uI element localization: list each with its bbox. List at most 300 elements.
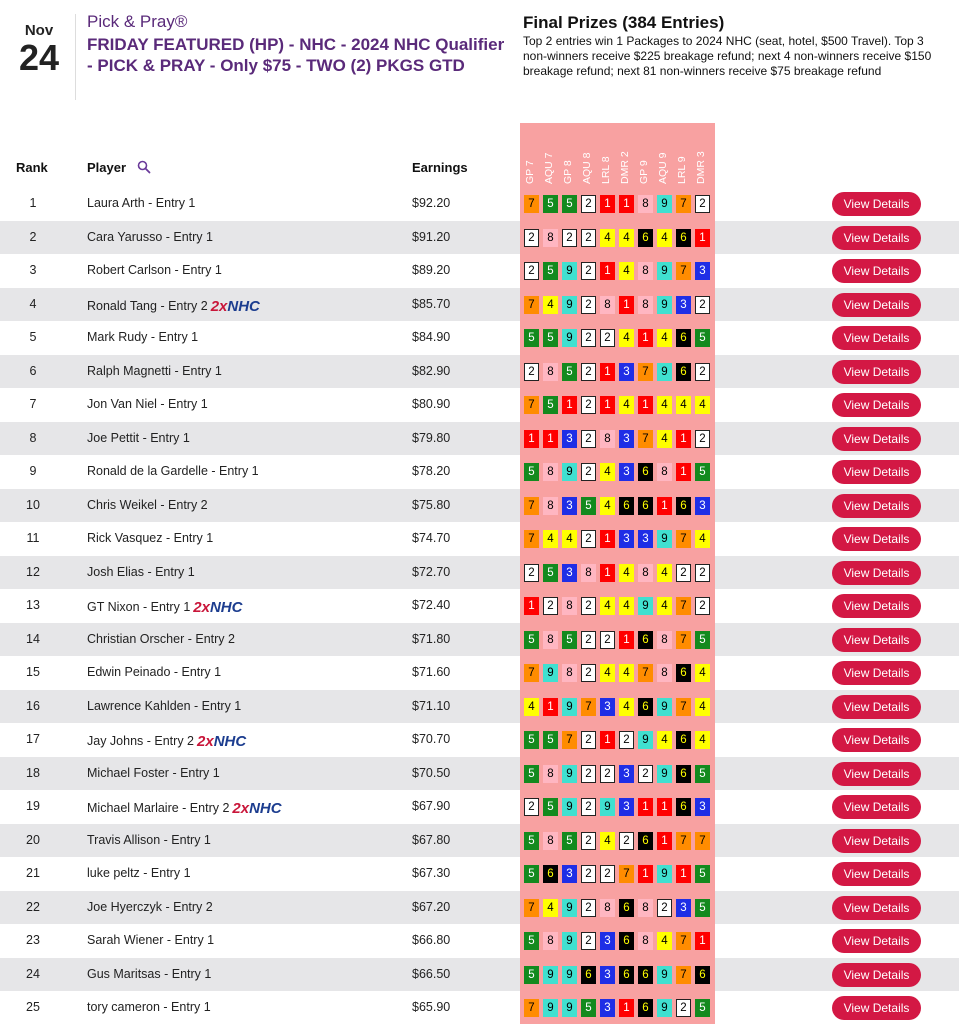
saddlecloth-pick: 6 xyxy=(581,966,596,984)
saddlecloth-pick: 3 xyxy=(619,463,634,481)
race-header xyxy=(637,128,654,184)
saddlecloth-pick: 7 xyxy=(676,932,691,950)
nhc-badge xyxy=(232,800,281,817)
saddlecloth-pick: 2 xyxy=(619,832,634,850)
saddlecloth-pick: 7 xyxy=(524,497,539,515)
rank-cell: 8 xyxy=(29,430,37,445)
saddlecloth-pick: 3 xyxy=(638,530,653,548)
saddlecloth-pick: 2 xyxy=(581,363,596,381)
player-cell xyxy=(87,699,241,713)
saddlecloth-pick: 2 xyxy=(543,597,558,615)
nhc-badge-suffix: NHC xyxy=(249,800,282,817)
saddlecloth-pick: 6 xyxy=(638,698,653,716)
saddlecloth-pick: 6 xyxy=(676,497,691,515)
race-header xyxy=(694,128,711,184)
saddlecloth-pick: 5 xyxy=(524,329,539,347)
saddlecloth-pick: 1 xyxy=(695,932,710,950)
saddlecloth-pick: 3 xyxy=(619,363,634,381)
saddlecloth-pick: 7 xyxy=(581,698,596,716)
saddlecloth-pick: 7 xyxy=(695,832,710,850)
saddlecloth-pick: 3 xyxy=(619,530,634,548)
rank-cell: 6 xyxy=(29,363,37,378)
picks-cell xyxy=(520,924,715,958)
table-row xyxy=(0,489,959,523)
saddlecloth-pick: 6 xyxy=(638,999,653,1017)
player-cell xyxy=(87,799,282,816)
table-row xyxy=(0,824,959,858)
table-row xyxy=(0,288,959,322)
saddlecloth-pick: 9 xyxy=(562,698,577,716)
saddlecloth-pick: 5 xyxy=(543,798,558,816)
player-name: Ronald Tang - Entry 2 xyxy=(87,298,208,313)
view-details-button[interactable]: View Details xyxy=(832,192,921,216)
saddlecloth-pick: 1 xyxy=(695,229,710,247)
earnings-cell: $84.90 xyxy=(412,330,451,344)
saddlecloth-pick: 4 xyxy=(657,932,672,950)
race-header xyxy=(523,128,540,184)
earnings-cell: $66.50 xyxy=(412,966,451,981)
view-details-button[interactable]: View Details xyxy=(832,862,921,886)
saddlecloth-pick: 6 xyxy=(676,731,691,749)
rank-header: Rank xyxy=(16,160,48,175)
rank-cell: 9 xyxy=(29,464,37,478)
rank-cell: 1 xyxy=(29,196,37,210)
player-name: Gus Maritsas - Entry 1 xyxy=(87,966,212,981)
saddlecloth-pick: 1 xyxy=(600,363,615,381)
table-row xyxy=(0,522,959,556)
earnings-cell: $67.20 xyxy=(412,899,451,914)
table-row xyxy=(0,723,959,757)
picks-cell xyxy=(520,891,715,925)
race-header-label: GP 7 xyxy=(524,160,536,184)
table-row xyxy=(0,221,959,255)
table-row xyxy=(0,422,959,456)
saddlecloth-pick: 4 xyxy=(657,229,672,247)
player-cell xyxy=(87,230,213,244)
saddlecloth-pick: 9 xyxy=(562,463,577,481)
rank-cell: 17 xyxy=(26,732,40,746)
saddlecloth-pick: 2 xyxy=(638,765,653,783)
saddlecloth-pick: 8 xyxy=(562,664,577,682)
player-name: Ronald de la Gardelle - Entry 1 xyxy=(87,464,259,478)
saddlecloth-pick: 2 xyxy=(581,262,596,280)
picks-cell xyxy=(520,556,715,590)
saddlecloth-pick: 2 xyxy=(695,597,710,615)
player-cell xyxy=(87,364,222,378)
player-name: Joe Pettit - Entry 1 xyxy=(87,430,190,445)
saddlecloth-pick: 7 xyxy=(676,530,691,548)
saddlecloth-pick: 6 xyxy=(638,631,653,649)
race-header-label: DMR 2 xyxy=(619,151,631,184)
saddlecloth-pick: 4 xyxy=(619,597,634,615)
view-details-button[interactable]: View Details xyxy=(832,829,921,853)
player-name: Sarah Wiener - Entry 1 xyxy=(87,933,215,947)
saddlecloth-pick: 2 xyxy=(600,865,615,883)
saddlecloth-pick: 4 xyxy=(619,698,634,716)
view-details-button[interactable]: View Details xyxy=(832,561,921,585)
earnings-cell: $67.30 xyxy=(412,866,451,880)
saddlecloth-pick: 5 xyxy=(562,195,577,213)
saddlecloth-pick: 6 xyxy=(638,497,653,515)
saddlecloth-pick: 1 xyxy=(600,262,615,280)
saddlecloth-pick: 5 xyxy=(695,865,710,883)
view-details-button[interactable]: View Details xyxy=(832,628,921,652)
table-row xyxy=(0,388,959,422)
earnings-cell: $67.80 xyxy=(412,832,451,847)
earnings-cell: $79.80 xyxy=(412,430,451,445)
saddlecloth-pick: 9 xyxy=(600,798,615,816)
saddlecloth-pick: 6 xyxy=(638,463,653,481)
player-cell xyxy=(87,330,198,344)
player-name: Edwin Peinado - Entry 1 xyxy=(87,665,222,679)
saddlecloth-pick: 1 xyxy=(600,396,615,414)
saddlecloth-pick: 5 xyxy=(695,765,710,783)
saddlecloth-pick: 2 xyxy=(524,262,539,280)
saddlecloth-pick: 6 xyxy=(676,363,691,381)
race-header xyxy=(561,128,578,184)
saddlecloth-pick: 9 xyxy=(657,698,672,716)
saddlecloth-pick: 8 xyxy=(638,564,653,582)
saddlecloth-pick: 4 xyxy=(619,396,634,414)
view-details-button[interactable]: View Details xyxy=(832,795,921,819)
saddlecloth-pick: 1 xyxy=(657,798,672,816)
player-name: Michael Foster - Entry 1 xyxy=(87,765,220,780)
table-row xyxy=(0,924,959,958)
saddlecloth-pick: 2 xyxy=(524,564,539,582)
saddlecloth-pick: 8 xyxy=(638,899,653,917)
picks-cell xyxy=(520,321,715,355)
earnings-cell: $85.70 xyxy=(412,296,451,311)
saddlecloth-pick: 6 xyxy=(543,865,558,883)
saddlecloth-pick: 8 xyxy=(543,229,558,247)
saddlecloth-pick: 1 xyxy=(638,396,653,414)
view-details-button[interactable]: View Details xyxy=(832,963,921,987)
saddlecloth-pick: 1 xyxy=(657,497,672,515)
saddlecloth-pick: 5 xyxy=(524,966,539,984)
saddlecloth-pick: 3 xyxy=(562,497,577,515)
table-row xyxy=(0,355,959,389)
view-details-button[interactable]: View Details xyxy=(832,326,921,350)
view-details-button[interactable]: View Details xyxy=(832,929,921,953)
saddlecloth-pick: 1 xyxy=(543,698,558,716)
rank-cell: 11 xyxy=(26,531,40,545)
picks-cell xyxy=(520,824,715,858)
view-details-button[interactable]: View Details xyxy=(832,259,921,283)
saddlecloth-pick: 8 xyxy=(657,664,672,682)
saddlecloth-pick: 5 xyxy=(543,195,558,213)
saddlecloth-pick: 1 xyxy=(619,999,634,1017)
saddlecloth-pick: 2 xyxy=(695,363,710,381)
saddlecloth-pick: 2 xyxy=(657,899,672,917)
saddlecloth-pick: 9 xyxy=(657,296,672,314)
saddlecloth-pick: 7 xyxy=(524,899,539,917)
view-details-button[interactable]: View Details xyxy=(832,896,921,920)
saddlecloth-pick: 7 xyxy=(524,195,539,213)
player-name: Rick Vasquez - Entry 1 xyxy=(87,531,214,545)
view-details-button[interactable]: View Details xyxy=(832,527,921,551)
saddlecloth-pick: 5 xyxy=(524,631,539,649)
saddlecloth-pick: 9 xyxy=(657,999,672,1017)
saddlecloth-pick: 5 xyxy=(562,631,577,649)
saddlecloth-pick: 8 xyxy=(543,932,558,950)
rank-cell: 10 xyxy=(26,497,40,512)
rank-cell: 13 xyxy=(26,598,40,612)
saddlecloth-pick: 8 xyxy=(543,497,558,515)
table-row xyxy=(0,690,959,724)
race-header xyxy=(656,128,673,184)
saddlecloth-pick: 5 xyxy=(524,865,539,883)
player-name: Joe Hyerczyk - Entry 2 xyxy=(87,899,213,914)
saddlecloth-pick: 2 xyxy=(581,899,596,917)
saddlecloth-pick: 7 xyxy=(524,396,539,414)
saddlecloth-pick: 7 xyxy=(676,966,691,984)
nhc-badge xyxy=(193,599,242,616)
player-cell xyxy=(87,196,195,210)
saddlecloth-pick: 9 xyxy=(562,899,577,917)
saddlecloth-pick: 2 xyxy=(600,631,615,649)
race-header-label: LRL 8 xyxy=(600,156,612,184)
picks-cell xyxy=(520,958,715,992)
view-details-button[interactable]: View Details xyxy=(832,293,921,317)
player-name: GT Nixon - Entry 1 xyxy=(87,600,191,614)
saddlecloth-pick: 8 xyxy=(657,463,672,481)
saddlecloth-pick: 2 xyxy=(581,195,596,213)
view-details-button[interactable]: View Details xyxy=(832,360,921,384)
player-cell xyxy=(87,1000,211,1014)
player-name: Cara Yarusso - Entry 1 xyxy=(87,229,213,244)
saddlecloth-pick: 1 xyxy=(600,731,615,749)
saddlecloth-pick: 4 xyxy=(676,396,691,414)
saddlecloth-pick: 2 xyxy=(619,731,634,749)
saddlecloth-pick: 7 xyxy=(676,262,691,280)
saddlecloth-pick: 2 xyxy=(676,564,691,582)
earnings-cell: $89.20 xyxy=(412,263,451,277)
saddlecloth-pick: 8 xyxy=(543,631,558,649)
table-row xyxy=(0,556,959,590)
saddlecloth-pick: 5 xyxy=(524,765,539,783)
view-details-button[interactable]: View Details xyxy=(832,393,921,417)
saddlecloth-pick: 2 xyxy=(600,765,615,783)
saddlecloth-pick: 6 xyxy=(619,932,634,950)
player-cell xyxy=(87,565,195,579)
saddlecloth-pick: 4 xyxy=(657,430,672,448)
saddlecloth-pick: 6 xyxy=(619,966,634,984)
saddlecloth-pick: 9 xyxy=(562,329,577,347)
race-header xyxy=(599,128,616,184)
saddlecloth-pick: 1 xyxy=(600,564,615,582)
saddlecloth-pick: 2 xyxy=(524,363,539,381)
saddlecloth-pick: 2 xyxy=(581,329,596,347)
player-name: Christian Orscher - Entry 2 xyxy=(87,631,235,646)
earnings-cell: $71.10 xyxy=(412,698,451,713)
saddlecloth-pick: 7 xyxy=(676,698,691,716)
race-header xyxy=(580,128,597,184)
saddlecloth-pick: 9 xyxy=(657,865,672,883)
picks-cell xyxy=(520,690,715,724)
saddlecloth-pick: 2 xyxy=(524,798,539,816)
contest-brand: Pick & Pray® xyxy=(87,12,188,31)
saddlecloth-pick: 6 xyxy=(676,765,691,783)
race-header xyxy=(618,128,635,184)
saddlecloth-pick: 3 xyxy=(676,899,691,917)
saddlecloth-pick: 4 xyxy=(619,229,634,247)
picks-cell xyxy=(520,254,715,288)
nhc-badge-suffix: NHC xyxy=(213,733,247,750)
saddlecloth-pick: 3 xyxy=(619,430,634,448)
saddlecloth-pick: 7 xyxy=(676,832,691,850)
saddlecloth-pick: 2 xyxy=(581,396,596,414)
view-details-button[interactable]: View Details xyxy=(832,661,921,685)
view-details-button[interactable]: View Details xyxy=(832,226,921,250)
earnings-cell: $65.90 xyxy=(412,1000,451,1014)
saddlecloth-pick: 2 xyxy=(581,731,596,749)
table-row xyxy=(0,254,959,288)
table-row xyxy=(0,656,959,690)
saddlecloth-pick: 5 xyxy=(543,262,558,280)
rank-cell: 7 xyxy=(29,397,37,411)
saddlecloth-pick: 4 xyxy=(543,899,558,917)
saddlecloth-pick: 4 xyxy=(600,832,615,850)
saddlecloth-pick: 1 xyxy=(600,530,615,548)
saddlecloth-pick: 3 xyxy=(695,497,710,515)
saddlecloth-pick: 3 xyxy=(619,798,634,816)
saddlecloth-pick: 3 xyxy=(695,262,710,280)
earnings-cell: $91.20 xyxy=(412,229,451,244)
saddlecloth-pick: 7 xyxy=(638,430,653,448)
view-details-button[interactable]: View Details xyxy=(832,762,921,786)
race-header xyxy=(542,128,559,184)
saddlecloth-pick: 9 xyxy=(562,296,577,314)
saddlecloth-pick: 8 xyxy=(638,262,653,280)
saddlecloth-pick: 3 xyxy=(600,932,615,950)
player-header: Player xyxy=(87,160,127,175)
saddlecloth-pick: 4 xyxy=(657,731,672,749)
race-header xyxy=(675,128,692,184)
player-name: Jon Van Niel - Entry 1 xyxy=(87,397,208,411)
saddlecloth-pick: 2 xyxy=(695,430,710,448)
race-header-label: DMR 3 xyxy=(695,151,707,184)
rank-cell: 21 xyxy=(26,866,40,880)
saddlecloth-pick: 8 xyxy=(543,363,558,381)
view-details-button[interactable]: View Details xyxy=(832,427,921,451)
saddlecloth-pick: 4 xyxy=(657,329,672,347)
view-details-button[interactable]: View Details xyxy=(832,996,921,1020)
saddlecloth-pick: 2 xyxy=(600,329,615,347)
saddlecloth-pick: 5 xyxy=(543,396,558,414)
saddlecloth-pick: 4 xyxy=(600,463,615,481)
player-cell xyxy=(87,397,208,411)
saddlecloth-pick: 1 xyxy=(638,865,653,883)
saddlecloth-pick: 9 xyxy=(638,731,653,749)
table-row xyxy=(0,623,959,657)
saddlecloth-pick: 4 xyxy=(619,564,634,582)
picks-cell xyxy=(520,623,715,657)
saddlecloth-pick: 6 xyxy=(676,798,691,816)
saddlecloth-pick: 5 xyxy=(562,363,577,381)
view-details-button[interactable]: View Details xyxy=(832,594,921,618)
saddlecloth-pick: 5 xyxy=(581,497,596,515)
table-row xyxy=(0,891,959,925)
rank-cell: 25 xyxy=(26,1000,40,1014)
saddlecloth-pick: 2 xyxy=(581,832,596,850)
saddlecloth-pick: 5 xyxy=(524,932,539,950)
search-icon[interactable] xyxy=(137,160,151,174)
player-cell xyxy=(87,833,211,847)
saddlecloth-pick: 4 xyxy=(543,530,558,548)
player-cell xyxy=(87,967,211,981)
earnings-cell: $71.80 xyxy=(412,631,451,646)
saddlecloth-pick: 5 xyxy=(695,899,710,917)
saddlecloth-pick: 9 xyxy=(543,999,558,1017)
saddlecloth-pick: 4 xyxy=(600,664,615,682)
saddlecloth-pick: 4 xyxy=(695,698,710,716)
picks-cell xyxy=(520,489,715,523)
saddlecloth-pick: 4 xyxy=(695,396,710,414)
rank-cell: 4 xyxy=(29,296,37,311)
player-cell xyxy=(87,766,220,780)
saddlecloth-pick: 4 xyxy=(600,497,615,515)
rank-cell: 18 xyxy=(26,765,40,780)
picks-cell xyxy=(520,388,715,422)
picks-cell xyxy=(520,221,715,255)
earnings-cell: $78.20 xyxy=(412,464,451,478)
saddlecloth-pick: 4 xyxy=(543,296,558,314)
saddlecloth-pick: 5 xyxy=(524,832,539,850)
saddlecloth-pick: 2 xyxy=(581,765,596,783)
saddlecloth-pick: 7 xyxy=(524,530,539,548)
saddlecloth-pick: 9 xyxy=(562,798,577,816)
earnings-cell: $72.70 xyxy=(412,564,451,579)
earnings-cell: $66.80 xyxy=(412,933,451,947)
saddlecloth-pick: 1 xyxy=(524,597,539,615)
player-name: Mark Rudy - Entry 1 xyxy=(87,330,199,344)
saddlecloth-pick: 9 xyxy=(638,597,653,615)
race-header-label: GP 9 xyxy=(638,160,650,184)
player-name: Robert Carlson - Entry 1 xyxy=(87,263,222,277)
saddlecloth-pick: 8 xyxy=(600,899,615,917)
saddlecloth-pick: 6 xyxy=(638,832,653,850)
saddlecloth-pick: 2 xyxy=(581,597,596,615)
saddlecloth-pick: 2 xyxy=(581,865,596,883)
player-cell xyxy=(87,632,235,646)
view-details-button[interactable]: View Details xyxy=(832,494,921,518)
saddlecloth-pick: 3 xyxy=(600,966,615,984)
saddlecloth-pick: 8 xyxy=(543,832,558,850)
saddlecloth-pick: 3 xyxy=(676,296,691,314)
player-name: luke peltz - Entry 1 xyxy=(87,866,191,880)
nhc-badge-prefix: 2x xyxy=(232,800,250,817)
saddlecloth-pick: 9 xyxy=(562,262,577,280)
player-cell xyxy=(87,933,214,947)
saddlecloth-pick: 7 xyxy=(638,664,653,682)
view-details-button[interactable]: View Details xyxy=(832,728,921,752)
picks-cell xyxy=(520,355,715,389)
view-details-button[interactable]: View Details xyxy=(832,460,921,484)
nhc-badge xyxy=(211,298,260,315)
saddlecloth-pick: 3 xyxy=(600,698,615,716)
saddlecloth-pick: 9 xyxy=(657,765,672,783)
nhc-badge-suffix: NHC xyxy=(227,297,260,315)
saddlecloth-pick: 6 xyxy=(638,966,653,984)
earnings-cell: $74.70 xyxy=(412,531,451,545)
saddlecloth-pick: 9 xyxy=(562,966,577,984)
earnings-cell: $75.80 xyxy=(412,497,451,512)
rank-cell: 12 xyxy=(26,564,40,579)
saddlecloth-pick: 8 xyxy=(638,195,653,213)
picks-cell xyxy=(520,187,715,221)
view-details-button[interactable]: View Details xyxy=(832,695,921,719)
rank-cell: 5 xyxy=(29,330,37,344)
